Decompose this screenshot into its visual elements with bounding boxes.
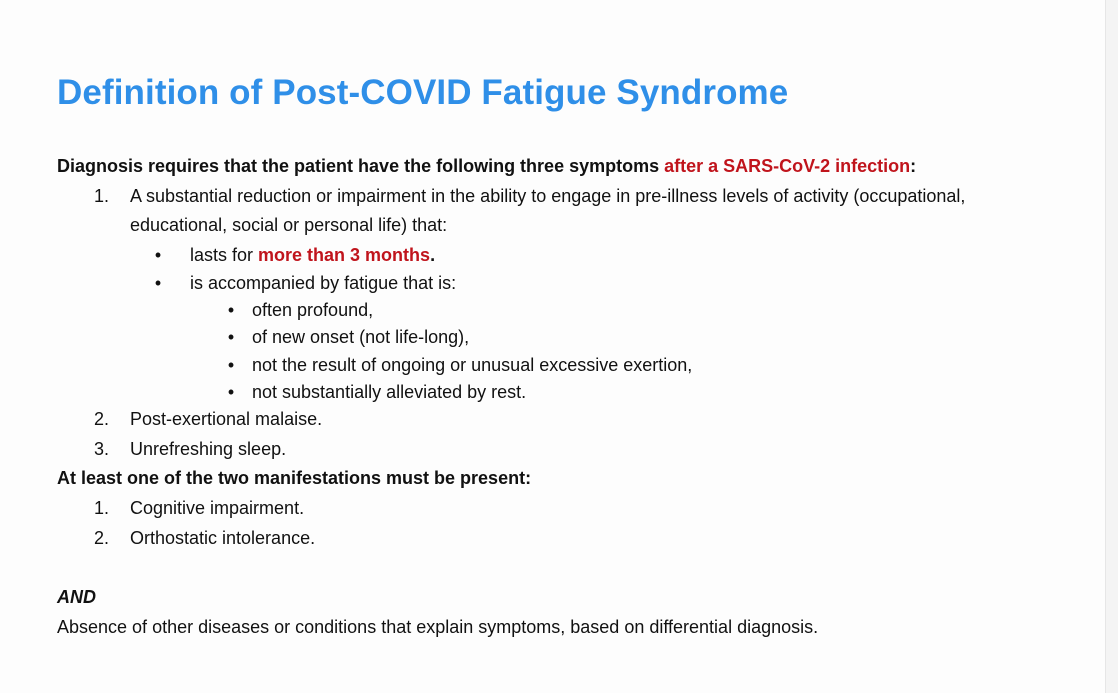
duration-suffix: . [430,245,436,265]
duration-prefix: lasts for [190,245,259,265]
slide-header [57,72,1097,114]
duration-highlight: more than 3 months [258,245,431,265]
exclusion-text: Absence of other diseases or conditions that explain symptoms, based on differential diagnosis. [57,617,819,637]
fatigue-intro-text: is accompanied by fatigue that is: [190,273,457,293]
symptom-text-1-line2: educational, social or personal life) that: [130,215,448,235]
intro-highlight: after a SARS-CoV-2 infection [664,156,911,176]
bullet-icon: • [154,273,162,293]
manifestations-heading: At least one of the two manifestations must be present: [57,468,532,488]
bullet-icon: • [154,245,162,265]
bullet-icon: • [227,300,235,320]
fatigue-text: not the result of ongoing or unusual excessive exertion, [252,355,693,375]
symptom-text-2: Post-exertional malaise. [130,409,323,429]
intro-line [57,155,916,177]
manifestation-number-1: 1. [94,498,110,518]
bullet-icon: • [227,382,235,402]
symptom-number-1: 1. [94,186,110,206]
intro-prefix: Diagnosis requires that the patient have the following three symptoms [57,156,665,176]
bullet-icon: • [227,355,235,375]
symptom-number-3: 3. [94,439,110,459]
manifestation-number-2: 2. [94,528,110,548]
duration-text [190,244,435,266]
fatigue-text: not substantially alleviated by rest. [252,382,527,402]
and-label: AND [57,587,96,607]
symptom-text-3: Unrefreshing sleep. [130,439,287,459]
fatigue-text: of new onset (not life-long), [252,327,470,347]
slide-edge [1105,0,1118,693]
manifestation-text-2: Orthostatic intolerance. [130,528,316,548]
page-title: Definition of Post-COVID Fatigue Syndrome [57,73,789,112]
intro-suffix: : [910,156,917,176]
manifestation-text-1: Cognitive impairment. [130,498,305,518]
symptom-text-1-line1: A substantial reduction or impairment in the ability to engage in pre-illness levels of activity (occupational, [130,186,966,206]
fatigue-text: often profound, [252,300,374,320]
symptom-number-2: 2. [94,409,110,429]
bullet-icon: • [227,327,235,347]
